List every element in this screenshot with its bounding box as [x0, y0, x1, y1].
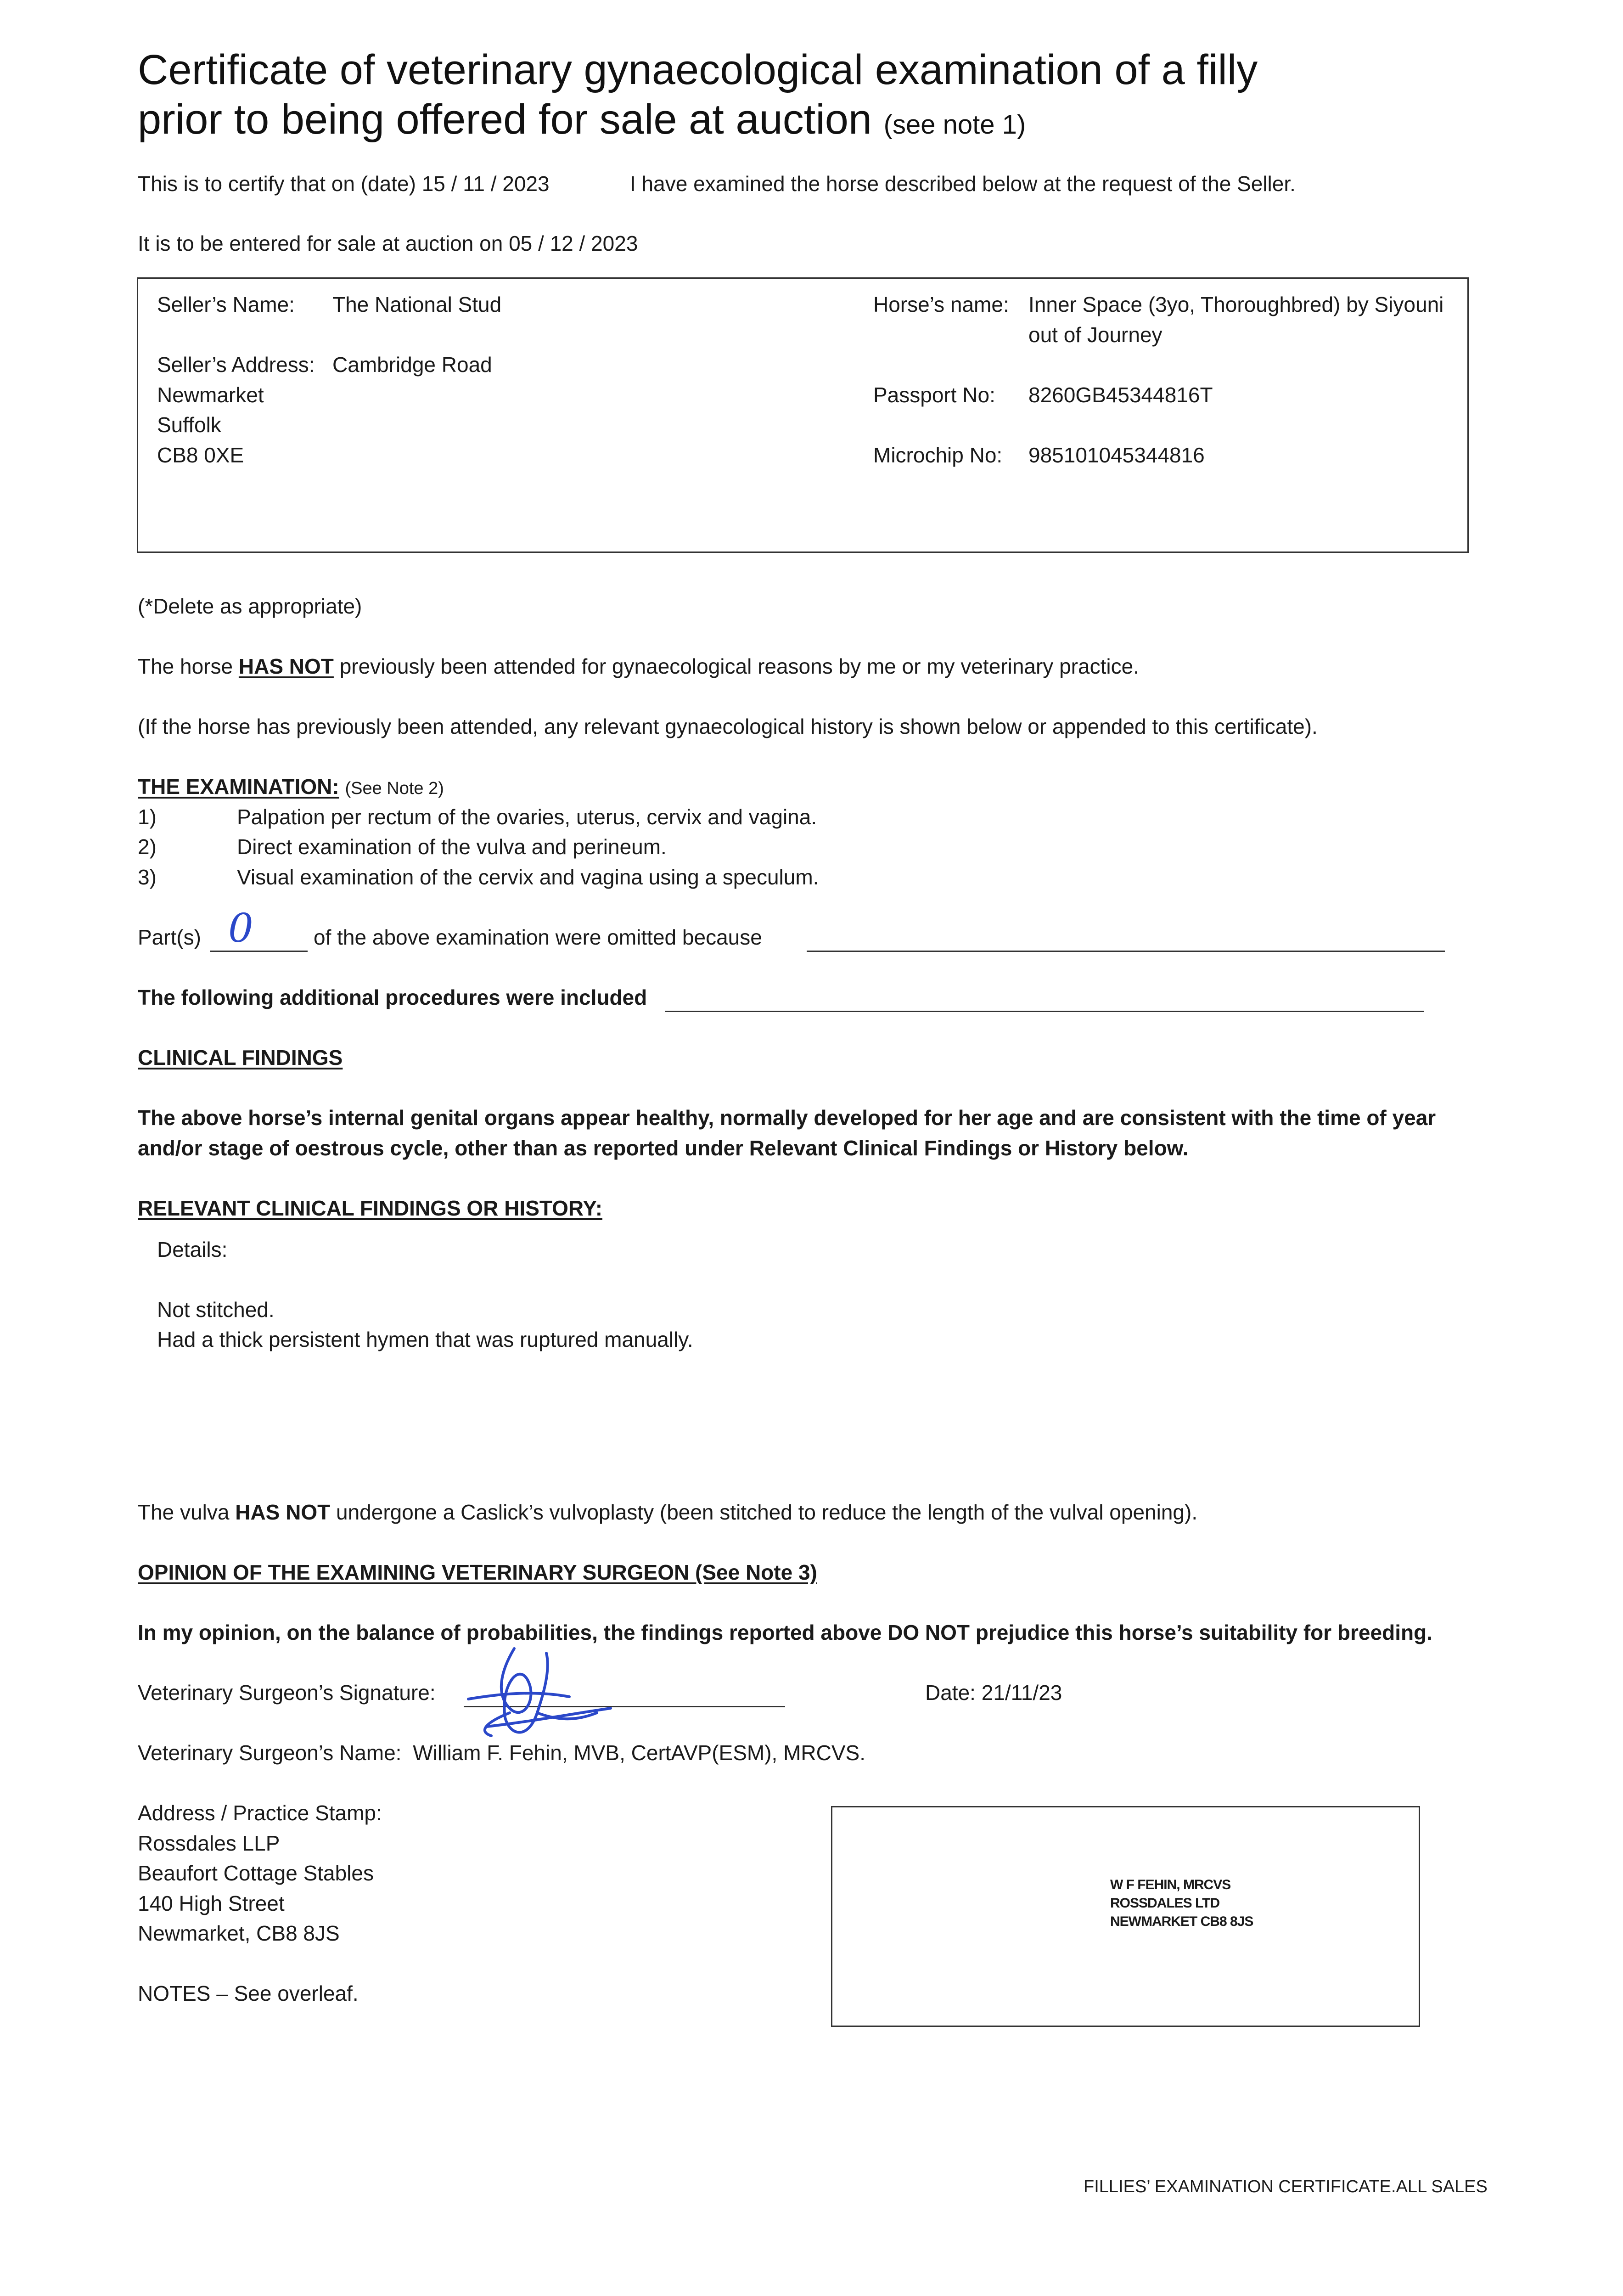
- signature-label: Veterinary Surgeon’s Signature:: [138, 1681, 436, 1705]
- exam-item-3-text: Visual examination of the cervix and vagina using a speculum.: [237, 865, 819, 889]
- notes-line: NOTES – See overleaf.: [138, 1981, 359, 2005]
- certify-line: [138, 173, 550, 194]
- history-note: (If the horse has previously been attended, any relevant gynaecological history is shown below or appended to this certificate).: [138, 715, 1318, 738]
- surgeon-name-line: [138, 1742, 865, 1763]
- examination-heading-line: [138, 776, 444, 797]
- signature-scribble: [459, 1644, 670, 1750]
- surgeon-name: William F. Fehin, MVB, CertAVP(ESM), MRCVS.: [413, 1741, 865, 1765]
- exam-date: 15 / 11 / 2023: [421, 172, 550, 196]
- practice-label: Address / Practice Stamp:: [138, 1801, 382, 1825]
- stamp-line-1: W F FEHIN, MRCVS: [1110, 1877, 1231, 1892]
- passport-label: Passport No:: [873, 383, 995, 407]
- details-label: Details:: [157, 1238, 228, 1261]
- practice-line-4: Newmarket, CB8 8JS: [138, 1921, 340, 1945]
- relevant-findings-heading: RELEVANT CLINICAL FINDINGS OR HISTORY:: [138, 1196, 603, 1220]
- practice-line-2: Beaufort Cottage Stables: [138, 1861, 374, 1885]
- horse-name-label: Horse’s name:: [873, 293, 1009, 316]
- seller-name: The National Stud: [332, 293, 502, 316]
- clinical-findings-heading: CLINICAL FINDINGS: [138, 1046, 343, 1069]
- omitted-suffix: of the above examination were omitted because: [314, 925, 762, 949]
- certify-prefix: This is to certify that on (date): [138, 172, 416, 196]
- auction-line: [138, 233, 638, 254]
- exam-item-2-num: 2): [138, 835, 157, 859]
- stamp-line-3: NEWMARKET CB8 8JS: [1110, 1914, 1253, 1929]
- exam-item-2-text: Direct examination of the vulva and perineum.: [237, 835, 667, 859]
- omitted-reason-blank: [807, 951, 1445, 952]
- horse-name-line-1: Inner Space (3yo, Thoroughbred) by Siyouni: [1028, 293, 1444, 316]
- omitted-parts-handwritten: 0: [228, 906, 253, 951]
- title-line-1: Certificate of veterinary gynaecological examination of a filly: [138, 46, 1258, 93]
- microchip-number: 985101045344816: [1028, 443, 1205, 467]
- horse-name-line-2: out of Journey: [1028, 323, 1162, 347]
- vulva-suffix: undergone a Caslick’s vulvoplasty (been stitched to reduce the length of the vulval opening).: [336, 1500, 1198, 1524]
- details-box: [137, 277, 1469, 553]
- auction-prefix: It is to be entered for sale at auction on: [138, 231, 503, 255]
- signature-date-label: Date:: [925, 1681, 976, 1705]
- practice-line-1: Rossdales LLP: [138, 1831, 280, 1855]
- signature-date: 21/11/23: [981, 1681, 1062, 1705]
- attended-line: [138, 656, 1139, 677]
- seller-address-label: Seller’s Address:: [157, 353, 315, 377]
- omitted-parts-blank: [210, 951, 308, 952]
- exam-item-1-text: Palpation per rectum of the ovaries, uterus, cervix and vagina.: [237, 805, 817, 829]
- opinion-heading: OPINION OF THE EXAMINING VETERINARY SURGEON (See Note 3): [138, 1560, 817, 1584]
- practice-line-3: 140 High Street: [138, 1891, 285, 1915]
- additional-procedures-label: The following additional procedures were included: [138, 985, 647, 1009]
- title-line-2: [138, 95, 1258, 150]
- seller-address-line-4: CB8 0XE: [157, 443, 244, 467]
- seller-address-line-3: Suffolk: [157, 413, 221, 437]
- seller-name-label: Seller’s Name:: [157, 293, 295, 316]
- attended-suffix: previously been attended for gynaecological reasons by me or my veterinary practice.: [339, 654, 1139, 678]
- additional-procedures-blank: [665, 1011, 1424, 1012]
- seller-address-line-2: Newmarket: [157, 383, 264, 407]
- examination-heading: THE EXAMINATION:: [138, 775, 339, 799]
- examination-note: (See Note 2): [345, 779, 444, 798]
- auction-date: 05 / 12 / 2023: [509, 231, 638, 255]
- passport-number: 8260GB45344816T: [1028, 383, 1213, 407]
- stamp-line-2: ROSSDALES LTD: [1110, 1896, 1220, 1911]
- vulva-line: [138, 1502, 1197, 1523]
- details-line-2: Had a thick persistent hymen that was ruptured manually.: [157, 1328, 693, 1351]
- details-line-1: Not stitched.: [157, 1298, 275, 1322]
- signature-date-line: [925, 1682, 1062, 1703]
- vulva-prefix: The vulva: [138, 1500, 230, 1524]
- opinion-text: In my opinion, on the balance of probabilities, the findings reported above DO NOT prejudice this horse’s suitability for breeding.: [138, 1621, 1432, 1644]
- surgeon-name-label: Veterinary Surgeon’s Name:: [138, 1741, 402, 1765]
- attended-status: HAS NOT: [238, 654, 334, 678]
- title-note: (see note 1): [883, 110, 1026, 140]
- omitted-prefix: Part(s): [138, 925, 201, 949]
- exam-item-1-num: 1): [138, 805, 157, 829]
- footer-label: FILLIES’ EXAMINATION CERTIFICATE.ALL SALES: [1084, 2177, 1488, 2196]
- practice-stamp: [1110, 1876, 1253, 1931]
- page-title: [138, 45, 1258, 150]
- title-line-2-text: prior to being offered for sale at auction: [138, 96, 872, 143]
- certify-suffix: I have examined the horse described below at the request of the Seller.: [630, 172, 1296, 196]
- delete-note: (*Delete as appropriate): [138, 594, 362, 618]
- seller-address-line-1: Cambridge Road: [332, 353, 492, 377]
- clinical-findings-line-2: and/or stage of oestrous cycle, other than as reported under Relevant Clinical Findings or History below.: [138, 1136, 1189, 1160]
- vulva-status: HAS NOT: [235, 1500, 331, 1524]
- microchip-label: Microchip No:: [873, 443, 1003, 467]
- exam-item-3-num: 3): [138, 865, 157, 889]
- clinical-findings-line-1: The above horse’s internal genital organs appear healthy, normally developed for her age and are consistent with the time of year: [138, 1106, 1436, 1130]
- attended-prefix: The horse: [138, 654, 233, 678]
